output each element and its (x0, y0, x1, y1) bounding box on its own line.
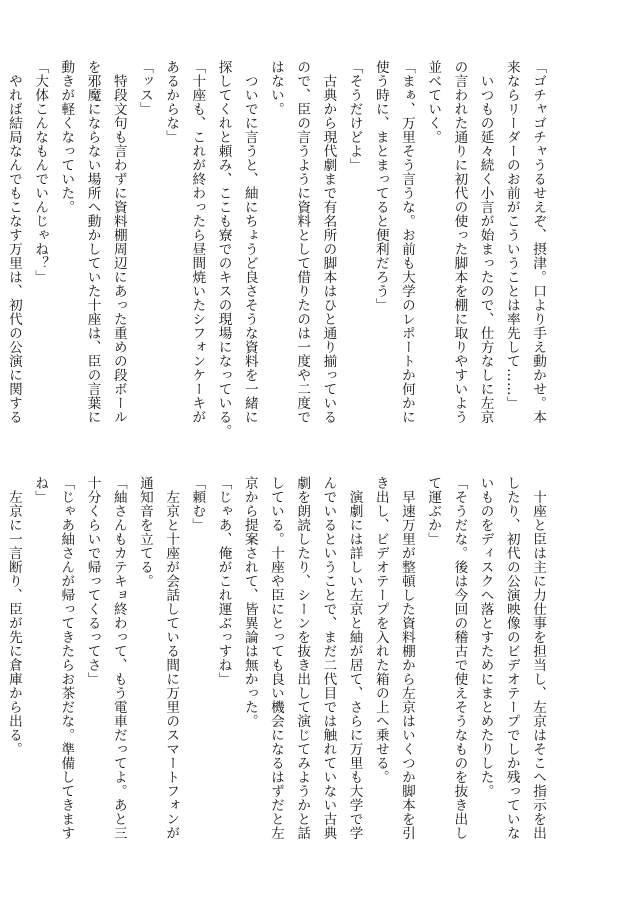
text-line: 「紬さんもカテキョ終わって、もう電車だってよ。あと三 (110, 476, 127, 840)
text-line: ね」 (32, 476, 49, 504)
text-line: 演劇には詳しい左京と紬が居て、さらに万里も大学で学 (346, 476, 363, 840)
text-line: やれば結局なんでもこなす万里は、初代の公演に関する (5, 60, 22, 424)
text-line: 「まぁ、万里そう言うな。お前も大学のレポートか何かに (398, 60, 415, 424)
text-line: の言われた通りに初代の使った脚本を棚に取りやすいよう (451, 60, 468, 424)
text-line: 「ゴチャゴチャうるせえぞ、摂津。口より手え動かせ。本 (530, 60, 546, 424)
text-line: ので、臣の言うように資料として借りたのは一度や二度で (294, 60, 311, 424)
text-line: 左京に一言断り、臣が先に倉庫から出る。 (5, 476, 22, 756)
text-line: を邪魔にならない場所へ動かしていた十座は、臣の言葉に (84, 60, 101, 424)
text-line: 「そうだな。後は今回の稽古で使えそうなものを抜き出し (451, 476, 468, 840)
text-line: て運ぶか」 (425, 476, 442, 546)
text-line (0, 476, 1, 848)
text-line: はない。 (267, 60, 284, 116)
text-line: 劇を朗読したり、シーンを抜き出して演じてみようかと話 (294, 476, 311, 840)
text-line: 来ならリーダーのお前がこういうことは率先して……」 (503, 60, 520, 410)
text-block-top (5, 60, 551, 438)
text-line: 通知音を立てる。 (136, 476, 153, 588)
text-block-bottom (5, 476, 551, 848)
text-line: 動きが軽くなっていた。 (58, 60, 75, 214)
text-line: 「十座も、これが終わったら昼間焼いたシフォンケーキが (189, 60, 206, 424)
text-line: 「じゃあ紬さんが帰ってきたらお茶だな。準備してきます (58, 476, 75, 840)
text-line: 十座と臣は主に力仕事を担当し、左京はそこへ指示を出 (530, 476, 546, 840)
text-line: 京から提案されて、皆異論は無かった。 (241, 476, 258, 728)
text-line: き出し、ビデオテープを入れた箱の上へ乗せる。 (372, 476, 389, 784)
text-line: ついでに言うと、紬にちょうど良さそうな資料を一緒に (241, 60, 258, 424)
text-line: 特段文句も言わずに資料棚周辺にあった重めの段ボール (110, 60, 127, 424)
text-line: 「じゃあ、俺がこれ運ぶっすね」 (215, 476, 232, 686)
text-line: 探してくれと頼み、ここも寮でのキスの現場になっている。 (215, 60, 232, 438)
text-line: いものをディスクへ落とすためにまとめたりした。 (477, 476, 494, 798)
text-line: 「ッス」 (136, 60, 153, 116)
text-line: したり、初代の公演映像のビデオテープでしか残っていな (503, 476, 520, 840)
text-line: あるからな」 (163, 60, 180, 144)
text-line: 古典から現代劇まで有名所の脚本はひと通り揃っている (320, 60, 337, 424)
text-line: んでいるということで、まだ二代目では触れていない古典 (320, 476, 337, 840)
text-line: 早速万里が整頓した資料棚から左京はいくつか脚本を引 (398, 476, 415, 840)
text-line: 「そうだけどよ」 (346, 60, 363, 172)
text-line: 並べていく。 (425, 60, 442, 144)
text-line: 使う時に、まとまってると便利だろう」 (372, 60, 389, 312)
text-line: している。十座や臣にとっても良い機会になるはずだと左 (267, 476, 284, 840)
text-line: 十分くらいで帰ってくるってさ」 (84, 476, 101, 686)
text-line: いつもの延々続く小言が始まったので、仕方なしに左京 (477, 60, 494, 424)
text-line: 「頼む」 (189, 476, 206, 532)
text-line: 「大体こんなもんでいんじゃね？」 (32, 60, 49, 284)
text-line: 左京と十座が会話している間に万里のスマートフォンが (163, 476, 180, 840)
text-line (0, 60, 1, 432)
